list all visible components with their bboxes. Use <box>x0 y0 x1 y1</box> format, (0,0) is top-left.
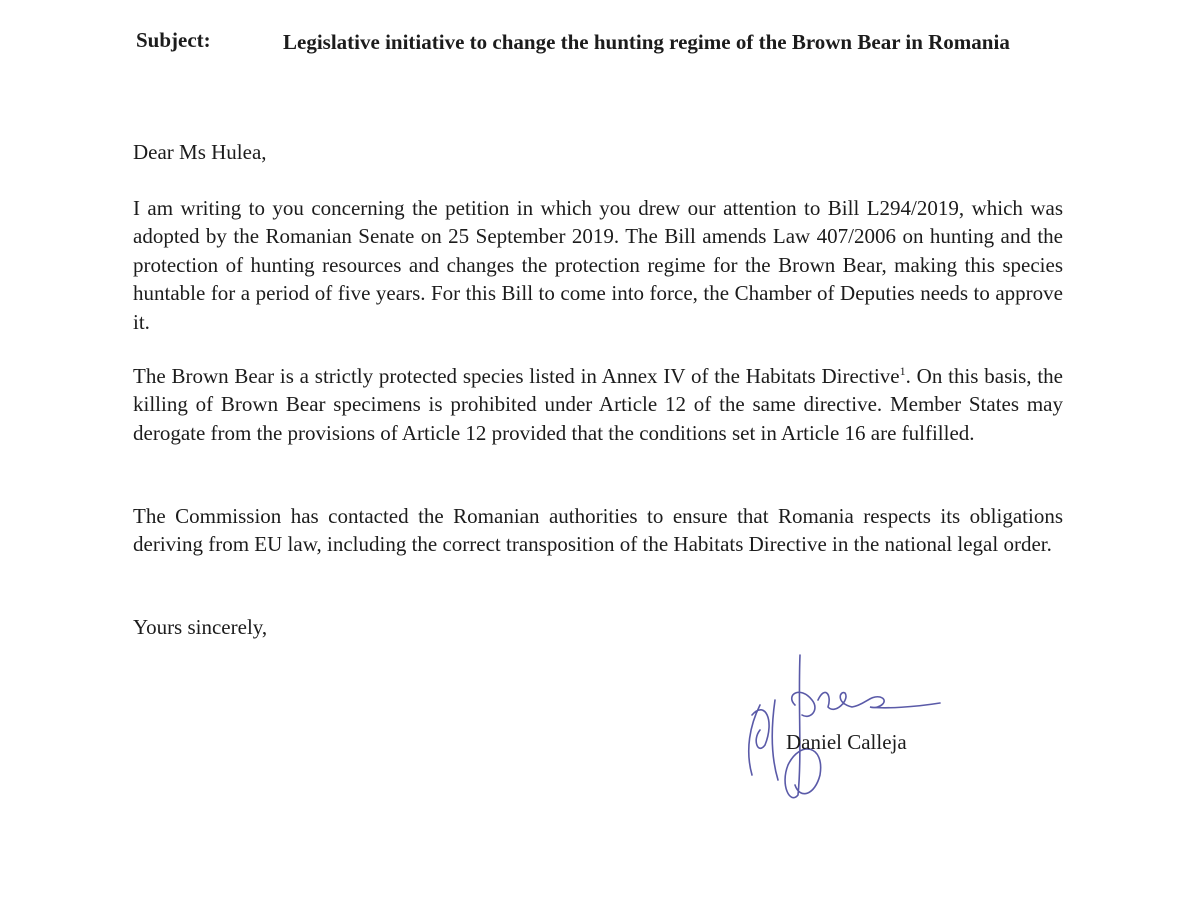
signer-name: Daniel Calleja <box>786 730 907 754</box>
closing: Yours sincerely, <box>133 615 268 639</box>
paragraph-protection-body: On this basis, the killing of Brown Bear specimens is prohibited under Article 12 of the same directive. Member States may derogate from the provisions of Article 12 provided that the conditions set in Article 16 are fulfilled. <box>133 364 1063 445</box>
paragraph-commission: The Commission has contacted the Romanian authorities to ensure that Romania respects its obligations deriving from EU law, including the correct transposition of the Habitats Directive in the national legal order. <box>133 504 1063 557</box>
subject-text: Legislative initiative to change the hunting regime of the Brown Bear in Romania <box>283 30 1010 54</box>
signature-stroke-3 <box>785 655 821 798</box>
signature-strokes <box>749 655 940 798</box>
signature-stroke-1 <box>749 705 769 775</box>
salutation: Dear Ms Hulea, <box>133 140 267 164</box>
signature-stroke-4 <box>792 692 815 716</box>
paragraph-petition: I am writing to you concerning the petition in which you drew our attention to Bill L294/2019, which was adopted by the Romanian Senate on 25 September 2019. The Bill amends Law 407/2006 on hunting and the protection of hunting resources and changes the protection regime for the Brown Bear, making this species huntable for a period of five years. For this Bill to come into force, the Chamber of Deputies needs to approve it. <box>133 196 1063 334</box>
signature-stroke-5 <box>818 692 940 709</box>
paragraph-protection <box>133 362 1063 447</box>
footnote-marker: 1 <box>899 364 906 378</box>
paragraph-protection-lead: The Brown Bear is a strictly protected species listed in Annex IV of the Habitats Directive <box>133 364 900 388</box>
paragraph-protection-lead-end: . <box>905 364 911 388</box>
subject-label: Subject: <box>136 28 211 52</box>
signature-stroke-2 <box>772 700 778 780</box>
